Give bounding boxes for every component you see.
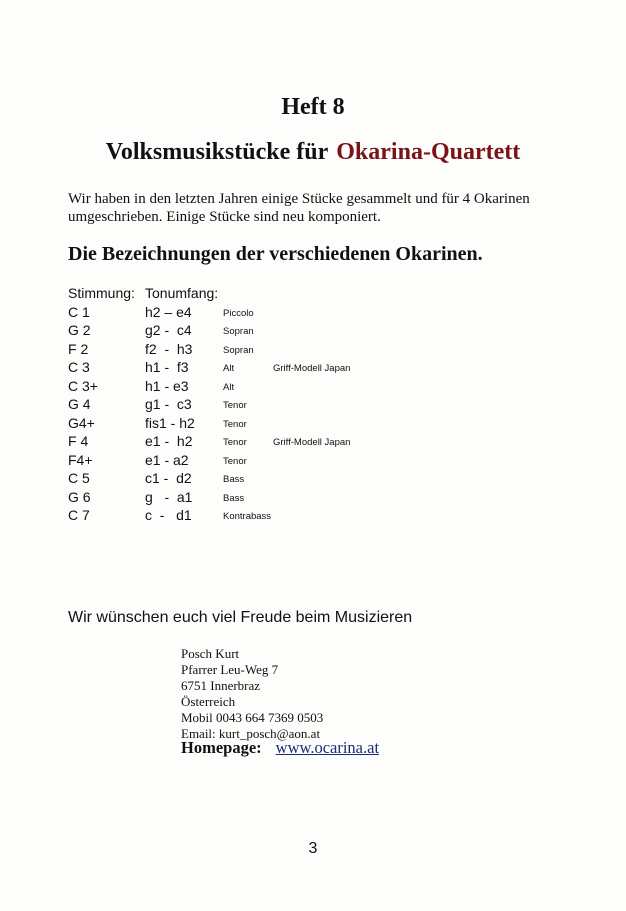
subtitle-prefix: Volksmusikstücke für xyxy=(105,139,329,165)
tonumfang-cell: h1 - f3 xyxy=(145,359,189,375)
stimmung-cell: C 3+ xyxy=(68,377,98,394)
tonumfang-cell: h2 – e4 xyxy=(145,303,192,320)
tonumfang-cell: f2 - h3 xyxy=(145,340,193,357)
address-street: Pfarrer Leu-Weg 7 xyxy=(181,662,279,677)
type-cell: Tenor xyxy=(223,418,247,430)
address-country: Österreich xyxy=(181,694,236,709)
type-cell: Piccolo xyxy=(223,307,254,319)
subtitle xyxy=(0,139,626,166)
tonumfang-cell: c1 - d2 xyxy=(145,470,192,486)
section-heading: Die Bezeichnungen der verschiedenen Okarinen. xyxy=(68,243,483,265)
type-cell: Alt xyxy=(223,381,235,393)
homepage-line xyxy=(181,738,379,758)
homepage-link[interactable]: www.ocarina.at xyxy=(275,738,380,757)
type-cell: Bass xyxy=(223,492,245,504)
header-stimmung: Stimmung: xyxy=(68,285,135,301)
tonumfang-cell: g2 - c4 xyxy=(145,322,192,338)
type-cell: Alt xyxy=(223,363,235,374)
stimmung-cell: G 6 xyxy=(68,488,91,505)
stimmung-cell: C 5 xyxy=(68,470,90,486)
stimmung-cell: G4+ xyxy=(68,414,95,431)
subtitle-accent: Okarina-Quartett xyxy=(336,139,521,165)
stimmung-cell: F 4 xyxy=(68,433,89,449)
type-cell: Tenor xyxy=(223,437,247,448)
tonumfang-cell: e1 - h2 xyxy=(145,433,193,449)
stimmung-cell: C 1 xyxy=(68,303,90,320)
note-cell: Griff-Modell Japan xyxy=(273,437,351,448)
address-block xyxy=(181,646,323,742)
address-email: Email: kurt_posch@aon.at xyxy=(181,726,321,741)
intro-paragraph: Wir haben in den letzten Jahren einige Stücke gesammelt und für 4 Okarinen umgeschrieben. Einige Stücke sind neu komponiert. xyxy=(68,191,530,225)
page-number: 3 xyxy=(308,840,318,857)
tonumfang-cell: g1 - c3 xyxy=(145,396,192,412)
tonumfang-cell: fis1 - h2 xyxy=(145,414,195,431)
booklet-title: Heft 8 xyxy=(281,94,345,120)
type-cell: Sopran xyxy=(223,344,254,356)
stimmung-cell: C 3 xyxy=(68,359,90,375)
header-tonumfang: Tonumfang: xyxy=(145,285,219,301)
type-cell: Sopran xyxy=(223,326,254,337)
tonumfang-cell: g - a1 xyxy=(145,488,193,505)
address-name: Posch Kurt xyxy=(181,646,240,661)
stimmung-cell: F 2 xyxy=(68,340,89,357)
address-mobile: Mobil 0043 664 7369 0503 xyxy=(181,710,324,725)
type-cell: Tenor xyxy=(223,400,247,411)
address-city: 6751 Innerbraz xyxy=(181,678,261,693)
stimmung-cell: G 4 xyxy=(68,396,91,412)
stimmung-cell: F4+ xyxy=(68,451,93,468)
tonumfang-cell: h1 - e3 xyxy=(145,377,189,394)
closing-line: Wir wünschen euch viel Freude beim Musizieren xyxy=(68,609,413,626)
type-cell: Kontrabass xyxy=(223,511,272,522)
tonumfang-cell: c - d1 xyxy=(145,507,192,523)
tonumfang-cell: e1 - a2 xyxy=(145,451,189,468)
type-cell: Tenor xyxy=(223,455,247,467)
homepage-label: Homepage: xyxy=(181,738,262,757)
note-cell: Griff-Modell Japan xyxy=(273,363,351,374)
stimmung-cell: C 7 xyxy=(68,507,90,523)
type-cell: Bass xyxy=(223,474,245,485)
stimmung-cell: G 2 xyxy=(68,322,91,338)
